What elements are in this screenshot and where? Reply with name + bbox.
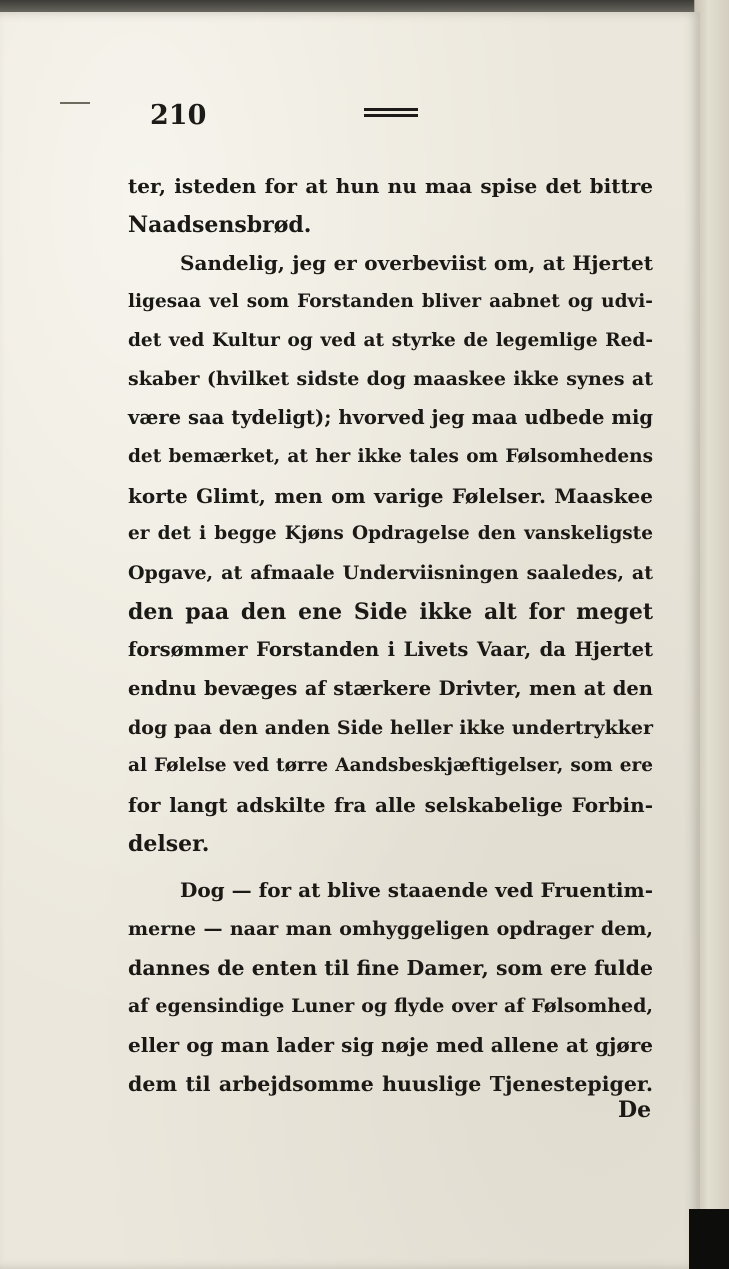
text-line: for langt adskilte fra alle selskabelige Forbin- xyxy=(128,793,653,817)
text-line: dog paa den anden Side heller ikke undertrykker xyxy=(128,716,653,739)
text-line: Naadsensbrød. xyxy=(128,211,312,238)
text-line: al Følelse ved tørre Aandsbeskjæftigelser, som ere xyxy=(128,755,653,777)
text-line: ligesaa vel som Forstanden bliver aabnet og udvi- xyxy=(128,291,653,313)
text-line: merne — naar man omhyggeligen opdrager dem, xyxy=(128,918,653,941)
text-line: dannes de enten til fine Damer, som ere fulde xyxy=(128,955,653,980)
text-line: eller og man lader sig nøje med allene at gjøre xyxy=(128,1033,653,1058)
text-line: dem til arbejdsomme huuslige Tjenestepiger. xyxy=(128,1071,653,1096)
text-line: være saa tydeligt); hvorved jeg maa udbede mig xyxy=(128,406,653,430)
text-line: Opgave, at afmaale Underviisningen saaledes, at xyxy=(128,561,653,584)
page-number: 210 xyxy=(150,100,207,131)
text-line: det bemærket, at her ikke tales om Følsomhedens xyxy=(128,445,653,467)
text-line: ter, isteden for at hun nu maa spise det bittre xyxy=(128,174,653,198)
text-line: delser. xyxy=(128,830,210,857)
header-rule xyxy=(364,108,418,118)
text-line: af egensindige Luner og flyde over af Følsomhed, xyxy=(128,995,653,1018)
text-line: er det i begge Kjøns Opdragelse den vanskeligste xyxy=(128,523,653,545)
text-line: den paa den ene Side ikke alt for meget xyxy=(128,598,653,625)
text-line: det ved Kultur og ved at styrke de legemlige Red- xyxy=(128,329,653,351)
text-line: korte Glimt, men om varige Følelser. Maaskee xyxy=(128,483,653,508)
scan-background-corner xyxy=(689,1209,729,1269)
text-line: endnu bevæges af stærkere Drivter, men at den xyxy=(128,676,653,700)
page-sheet xyxy=(0,12,700,1269)
text-line: Dog — for at blive staaende ved Fruentim- xyxy=(180,878,653,903)
paragraph-gap xyxy=(128,863,653,871)
ink-speck xyxy=(60,102,90,104)
body-text xyxy=(128,167,653,1104)
catchword: De xyxy=(618,1097,652,1123)
text-line: forsømmer Forstanden i Livets Vaar, da Hjertet xyxy=(128,638,653,662)
text-line: Sandelig, jeg er overbeviist om, at Hjertet xyxy=(180,251,653,276)
text-line: skaber (hvilket sidste dog maaskee ikke synes at xyxy=(128,368,653,391)
